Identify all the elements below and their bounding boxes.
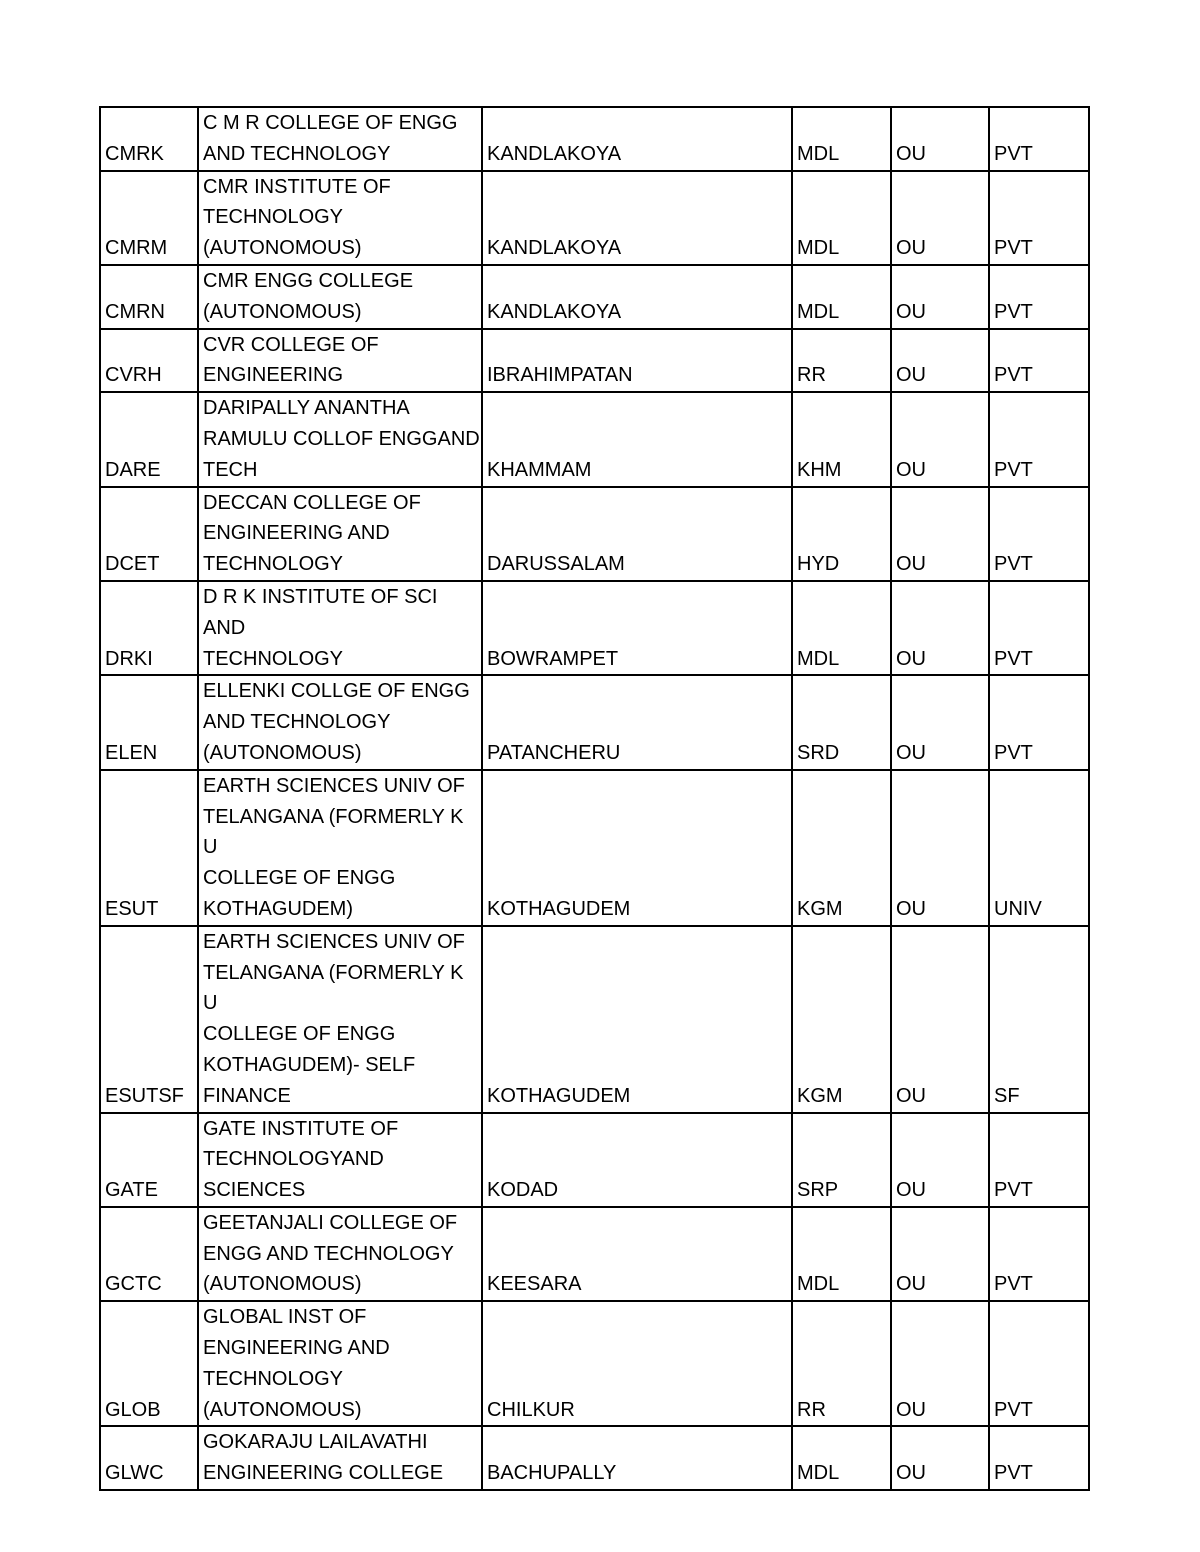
college-code-cell: ESUTSF [100,926,198,1113]
college-type-cell: PVT [989,487,1089,581]
table-row [100,581,1089,675]
university-cell: OU [891,487,989,581]
location-cell: BACHUPALLY [482,1426,792,1490]
location-cell: KEESARA [482,1207,792,1301]
table-row [100,926,1089,1113]
college-type-cell: PVT [989,329,1089,393]
college-code-cell: GATE [100,1113,198,1207]
college-name-cell: GEETANJALI COLLEGE OF ENGG AND TECHNOLOGY (AUTONOMOUS) [198,1207,482,1301]
college-table [99,106,1090,1491]
college-code-cell: CMRM [100,171,198,265]
college-name-cell: GLOBAL INST OF ENGINEERING AND TECHNOLOGY (AUTONOMOUS) [198,1301,482,1426]
university-cell: OU [891,675,989,769]
table-row [100,1426,1089,1490]
university-cell: OU [891,107,989,171]
table-row [100,265,1089,329]
college-code-cell: CVRH [100,329,198,393]
college-name-cell: CMR ENGG COLLEGE (AUTONOMOUS) [198,265,482,329]
table-row [100,107,1089,171]
university-cell: OU [891,1207,989,1301]
table-row [100,329,1089,393]
district-cell: KGM [792,926,891,1113]
college-type-cell: PVT [989,675,1089,769]
location-cell: KOTHAGUDEM [482,926,792,1113]
college-type-cell: UNIV [989,770,1089,926]
district-cell: HYD [792,487,891,581]
college-name-cell: GATE INSTITUTE OF TECHNOLOGYAND SCIENCES [198,1113,482,1207]
table-row [100,392,1089,486]
college-code-cell: ESUT [100,770,198,926]
college-name-cell: EARTH SCIENCES UNIV OF TELANGANA (FORMERLY K U COLLEGE OF ENGG KOTHAGUDEM) [198,770,482,926]
university-cell: OU [891,265,989,329]
district-cell: KHM [792,392,891,486]
district-cell: MDL [792,581,891,675]
district-cell: MDL [792,1207,891,1301]
college-code-cell: CMRK [100,107,198,171]
college-type-cell: PVT [989,1426,1089,1490]
college-type-cell: PVT [989,171,1089,265]
college-code-cell: GLOB [100,1301,198,1426]
college-type-cell: SF [989,926,1089,1113]
table-row [100,770,1089,926]
college-code-cell: DRKI [100,581,198,675]
district-cell: MDL [792,107,891,171]
location-cell: KANDLAKOYA [482,265,792,329]
university-cell: OU [891,1301,989,1426]
location-cell: IBRAHIMPATAN [482,329,792,393]
college-name-cell: ELLENKI COLLGE OF ENGG AND TECHNOLOGY (AUTONOMOUS) [198,675,482,769]
college-type-cell: PVT [989,392,1089,486]
university-cell: OU [891,581,989,675]
district-cell: MDL [792,171,891,265]
table-row [100,1113,1089,1207]
college-code-cell: ELEN [100,675,198,769]
college-code-cell: GLWC [100,1426,198,1490]
district-cell: RR [792,329,891,393]
college-name-cell: GOKARAJU LAILAVATHI ENGINEERING COLLEGE [198,1426,482,1490]
college-name-cell: D R K INSTITUTE OF SCI AND TECHNOLOGY [198,581,482,675]
university-cell: OU [891,392,989,486]
college-code-cell: GCTC [100,1207,198,1301]
college-code-cell: DARE [100,392,198,486]
university-cell: OU [891,1426,989,1490]
college-name-cell: EARTH SCIENCES UNIV OF TELANGANA (FORMERLY K U COLLEGE OF ENGG KOTHAGUDEM)- SELF FINANCE [198,926,482,1113]
university-cell: OU [891,1113,989,1207]
location-cell: KANDLAKOYA [482,171,792,265]
location-cell: BOWRAMPET [482,581,792,675]
district-cell: SRD [792,675,891,769]
college-type-cell: PVT [989,107,1089,171]
table-row [100,487,1089,581]
college-table-body [100,107,1089,1490]
district-cell: KGM [792,770,891,926]
district-cell: SRP [792,1113,891,1207]
table-row [100,675,1089,769]
college-type-cell: PVT [989,1301,1089,1426]
university-cell: OU [891,770,989,926]
location-cell: CHILKUR [482,1301,792,1426]
university-cell: OU [891,329,989,393]
college-type-cell: PVT [989,581,1089,675]
location-cell: KODAD [482,1113,792,1207]
district-cell: RR [792,1301,891,1426]
university-cell: OU [891,926,989,1113]
location-cell: PATANCHERU [482,675,792,769]
table-row [100,1301,1089,1426]
college-type-cell: PVT [989,1113,1089,1207]
location-cell: DARUSSALAM [482,487,792,581]
district-cell: MDL [792,1426,891,1490]
university-cell: OU [891,171,989,265]
location-cell: KANDLAKOYA [482,107,792,171]
location-cell: KHAMMAM [482,392,792,486]
college-name-cell: DARIPALLY ANANTHA RAMULU COLLOF ENGGAND TECH [198,392,482,486]
college-type-cell: PVT [989,265,1089,329]
college-name-cell: CMR INSTITUTE OF TECHNOLOGY (AUTONOMOUS) [198,171,482,265]
location-cell: KOTHAGUDEM [482,770,792,926]
table-row [100,1207,1089,1301]
table-row [100,171,1089,265]
college-name-cell: DECCAN COLLEGE OF ENGINEERING AND TECHNOLOGY [198,487,482,581]
college-type-cell: PVT [989,1207,1089,1301]
college-code-cell: DCET [100,487,198,581]
college-name-cell: C M R COLLEGE OF ENGG AND TECHNOLOGY [198,107,482,171]
district-cell: MDL [792,265,891,329]
college-code-cell: CMRN [100,265,198,329]
college-name-cell: CVR COLLEGE OF ENGINEERING [198,329,482,393]
